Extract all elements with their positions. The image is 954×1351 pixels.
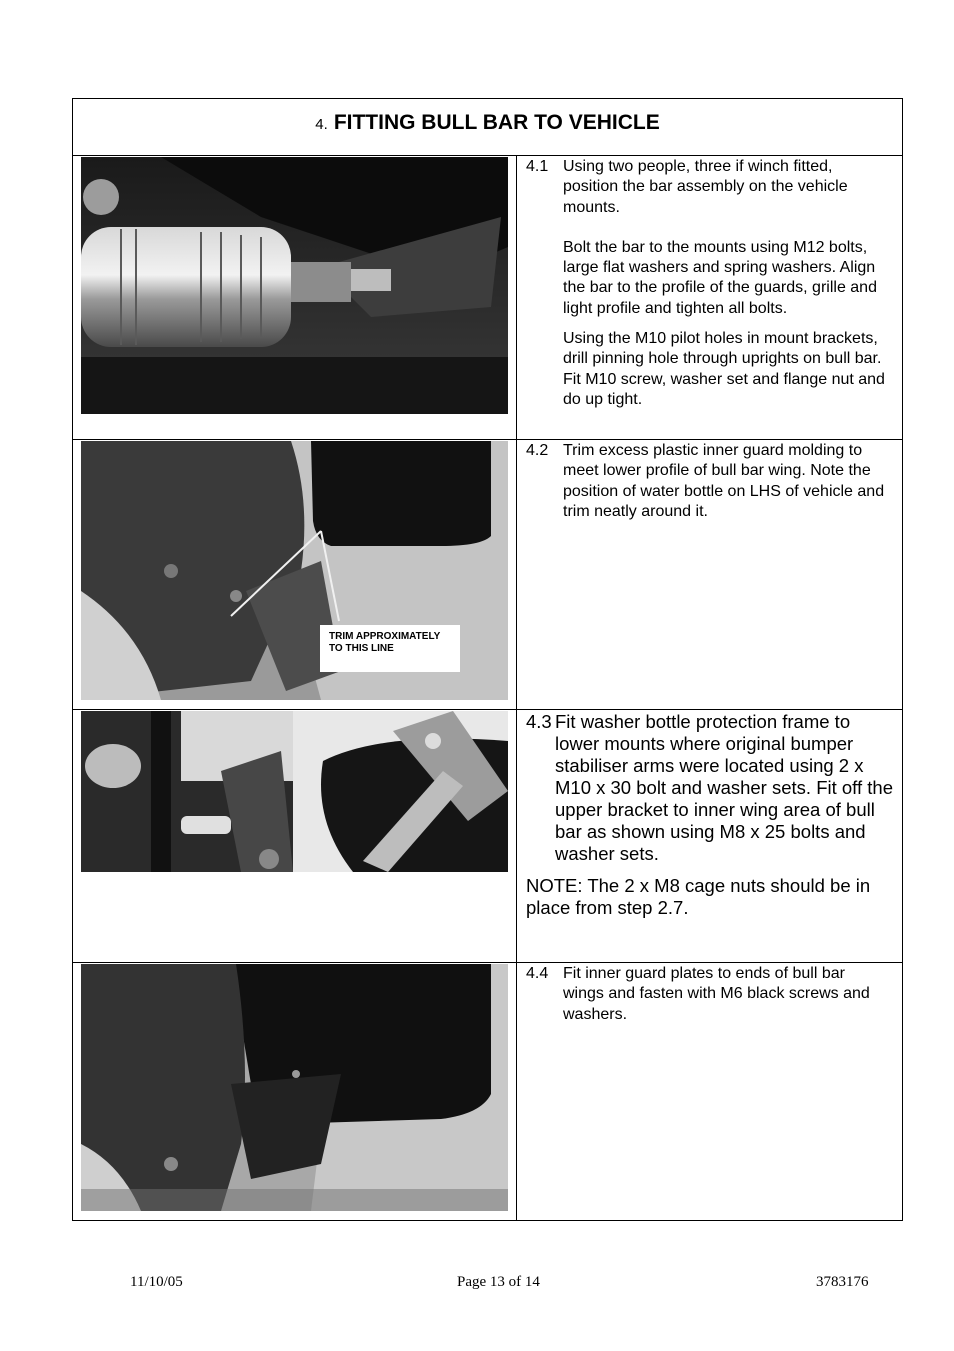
step-image-cell bbox=[73, 440, 517, 709]
step-first-line: Fit inner guard plates to ends of bull bar bbox=[563, 965, 845, 982]
footer-document-number: 3783176 bbox=[816, 1274, 869, 1290]
step-number: 4.4 bbox=[526, 965, 549, 982]
step-paragraph: Using the M10 pilot holes in mount brackets, drill pinning hole through uprights on bull bar. Fit M10 screw, washer set and flange nut and do up tight. bbox=[563, 330, 885, 408]
step-image-cell bbox=[73, 156, 517, 439]
step-number: 4.3 bbox=[526, 711, 552, 732]
step-text bbox=[526, 964, 894, 1025]
step-text-cell bbox=[518, 710, 902, 962]
step-row-4-2 bbox=[73, 440, 902, 710]
step-first-line: Trim excess plastic inner guard molding to bbox=[563, 442, 863, 459]
photo-upper-bracket-graphic bbox=[293, 711, 508, 872]
footer-date: 11/10/05 bbox=[130, 1274, 183, 1290]
step-row-4-3 bbox=[73, 710, 902, 963]
step-text bbox=[526, 711, 894, 865]
photo-drilling-mount-graphic bbox=[81, 157, 508, 414]
section-header bbox=[73, 99, 902, 156]
step-number: 4.2 bbox=[526, 442, 549, 459]
photo-lower-mount-graphic bbox=[81, 711, 293, 872]
step-number: 4.1 bbox=[526, 158, 549, 175]
step-row-4-1 bbox=[73, 156, 902, 440]
step-text bbox=[526, 157, 894, 218]
step-first-line: Fit washer bottle protection frame to bbox=[555, 711, 851, 732]
step-image-cell bbox=[73, 963, 517, 1220]
step-text-cell bbox=[518, 963, 902, 1220]
svg-text:TRIM APPROXIMATELYTO THIS LINE: TRIM APPROXIMATELY TO THIS LINE bbox=[329, 631, 441, 654]
step-continuation: position the bar assembly on the vehicle mounts. bbox=[563, 178, 848, 216]
section-title: FITTING BULL BAR TO VEHICLE bbox=[333, 111, 660, 134]
photo-upper-bracket bbox=[293, 711, 508, 872]
footer-page-number: Page 13 of 14 bbox=[457, 1274, 540, 1290]
step-continuation: meet lower profile of bull bar wing. Note the position of water bottle on LHS of vehicle and trim neatly around it. bbox=[563, 462, 885, 520]
step-note: NOTE: The 2 x M8 cage nuts should be in place from step 2.7. bbox=[526, 875, 871, 918]
step-row-4-4 bbox=[73, 963, 902, 1220]
step-text-cell bbox=[518, 440, 902, 709]
step-continuation: lower mounts where original bumper stabiliser arms were located using 2 x M10 x 30 bolt and washer sets. Fit off the upper bracket to inner wing area of bull bar as shown using M8 x 25 bolts and washer sets. bbox=[555, 733, 893, 864]
photo-inner-guard-trim-graphic bbox=[81, 441, 508, 700]
step-continuation: wings and fasten with M6 black screws and washers. bbox=[563, 985, 870, 1023]
photo-drilling-mount bbox=[81, 157, 508, 414]
photo-inner-guard-plate bbox=[81, 964, 508, 1211]
section-number: 4. bbox=[315, 116, 328, 133]
step-text-cell bbox=[518, 156, 902, 439]
photo-inner-guard-plate-graphic bbox=[81, 964, 508, 1211]
step-text bbox=[526, 441, 894, 522]
step-first-line: Using two people, three if winch fitted, bbox=[563, 158, 833, 175]
step-image-cell bbox=[73, 710, 517, 962]
step-paragraph: Bolt the bar to the mounts using M12 bolts, large flat washers and spring washers. Align the bar to the profile of the guards, grille and light profile and tighten all bolts. bbox=[563, 238, 877, 317]
photo-inner-guard-trim bbox=[81, 441, 508, 700]
photo-lower-mount bbox=[81, 711, 293, 872]
instruction-table bbox=[72, 98, 903, 1221]
